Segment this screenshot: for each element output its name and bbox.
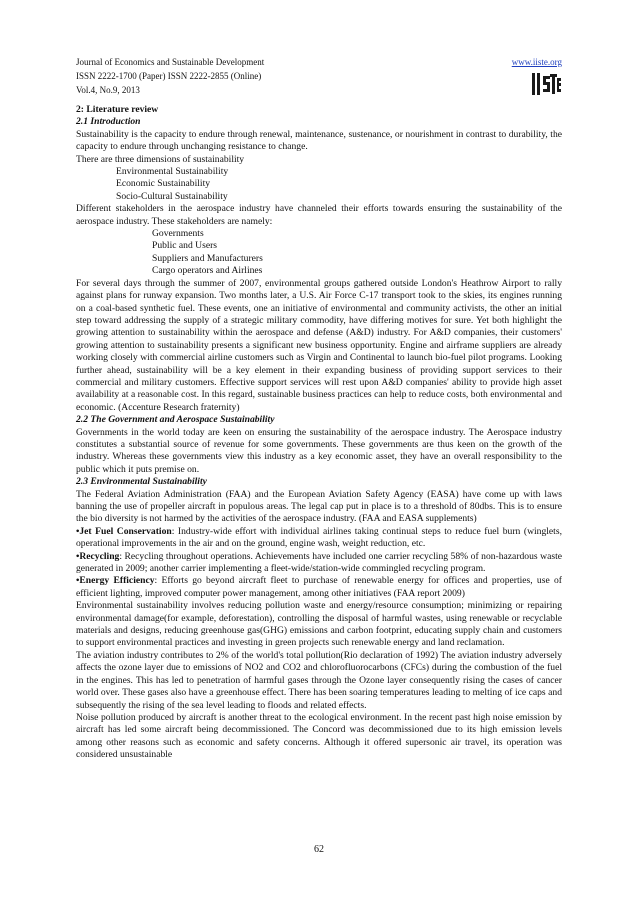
iiste-logo — [530, 70, 562, 98]
dimension-item: Socio-Cultural Sustainability — [116, 190, 228, 202]
section-heading: 2: Literature review — [76, 104, 159, 115]
paragraph-sustainability-definition: Sustainability is the capacity to endure through renewal, maintenance, sustenance, or nourishment in contrast to durability, the capacity to endure through unchanging resistance to change. — [76, 128, 562, 153]
bullet-text: : Recycling throughout operations. Achievements have included one carrier recycling 58% of non-hazardous waste generated in 2009; another carrier implementing a fleet-wide/station-wide commingled recycling program. — [76, 550, 562, 575]
article-body — [76, 104, 562, 762]
paragraph-aviation-pollution: The aviation industry contributes to 2% of the world's total pollution(Rio declaration of 1992) The aviation industry adversely affects the ozone layer due to emissions of NO2 and CO2 and chlorofluorocarbons (CFCs) during the combustion of the fuel in the engines. This has led to penetration of harmful gases through the Ozone layer consequently rising the cases of cancer world over. These gases also have a greenhouse effect. There has been soaring temperatures leading to melting of ice caps and subsequently the rising of the sea level leading to floods and related effects. — [76, 649, 562, 711]
page-header — [76, 55, 562, 97]
journal-name: Journal of Economics and Sustainable Development — [76, 57, 265, 67]
paragraph-government: Governments in the world today are keen on ensuring the sustainability of the aerospace industry. The Aerospace industry constitutes a substantial source of revenue for some governments. These governments are thus keen on the growth of the industry. Whereas these governments view this industry as a key economic asset, they have an overall responsibility to the public which it puts premise on. — [76, 426, 562, 475]
paragraph-stakeholders-intro: Different stakeholders in the aerospace industry have channeled their efforts towards ensuring the sustainability of the aerospace industry. These stakeholders are namely: — [76, 203, 562, 227]
dimension-item: Environmental Sustainability — [116, 166, 229, 178]
stakeholder-item: Cargo operators and Airlines — [152, 265, 263, 277]
subsection-heading-introduction: 2.1 Introduction — [76, 116, 141, 128]
bullet-label: •Recycling — [76, 550, 120, 562]
bullet-label: •Energy Efficiency — [76, 575, 155, 587]
subsection-heading-government: 2.2 The Government and Aerospace Sustainability — [76, 414, 275, 426]
stakeholder-item: Suppliers and Manufacturers — [152, 252, 263, 264]
paragraph-environmental-sustainability: Environmental sustainability involves reducing pollution waste and energy/resource consumption; minimizing or repairing environmental damage(for example, deforestation), controlling the disposal of harmful wastes, using renewable or recyclable materials and designs, reducing greenhouse gas(GHG) emissions and carbon footprint, educating supply chain and customers to support environmental practices and investing in green projects such renewable energy and land reclamation. — [76, 600, 562, 649]
bullet-recycling — [76, 551, 562, 576]
stakeholder-item: Public and Users — [152, 240, 218, 252]
dimension-item: Economic Sustainability — [116, 178, 211, 190]
bullet-label: •Jet Fuel Conservation — [76, 525, 172, 537]
bullet-text: : Industry-wide effort with individual airlines taking continual steps to reduce fuel burn (winglets, operational improvements in the air and on the ground, engine wash, weight reduction, etc. — [76, 525, 562, 550]
bullet-energy-efficiency — [76, 575, 562, 600]
paragraph-heathrow: For several days through the summer of 2007, environmental groups gathered outside London's Heathrow Airport to rally against plans for runway expansion. Two months later, a U.S. Air Force C-17 transport took to the skies, its engines running on a coal-based synthetic fuel. These events, one an initiative of environmental and community activists, the other an initial step toward addressing the supply of a strategic military commodity, have differing motives for sure. Yet both highlight the growing attention to sustainability within the aerospace and defense (A&D) industry. For A&D companies, their customers' growing attention to sustainability presents a significant new business opportunity. Engine and airframe suppliers are already working closely with commercial airline customers such as Virgin and Continental to launch bio-fuel pilot programs. Looking further ahead, sustainability will be a key element in their expanding business of providing support services to their commercial and military customers. Effective support services will rest upon A&D companies' ability to provide high asset availability at a reasonable cost. In this regard, sustainable business practices can help to reduce costs, both environmental and economic. (Accenture Research fraternity) — [76, 277, 562, 413]
paragraph-faa-easa: The Federal Aviation Administration (FAA) and the European Aviation Safety Agency (EASA) have come up with laws banning the use of propeller aircraft in populous areas. The legal cap put in place is to a threshold of 80dbs. This is to ensure the bio diversity is not harmed by the activities of the aerospace industry. (FAA and EASA supplements) — [76, 488, 562, 525]
journal-url-link[interactable]: www.iiste.org — [511, 57, 562, 67]
paragraph-dimensions-intro: There are three dimensions of sustainability — [76, 153, 245, 165]
bullet-jet-fuel — [76, 526, 562, 551]
issn-line: ISSN 2222-1700 (Paper) ISSN 2222-2855 (Online) — [76, 71, 262, 81]
bullet-text: : Efforts go beyond aircraft fleet to purchase of renewable energy for offices and properties, use of efficient lighting, improved computer power management, among other initiatives (FAA report 2009) — [76, 575, 562, 599]
stakeholder-item: Governments — [152, 228, 204, 240]
page-number: 62 — [314, 844, 324, 855]
subsection-heading-environmental: 2.3 Environmental Sustainability — [76, 476, 207, 488]
volume-line: Vol.4, No.9, 2013 — [76, 85, 140, 95]
paragraph-noise-pollution: Noise pollution produced by aircraft is another threat to the ecological environment. In the recent past high noise emission by aircraft has led some aircraft being decommissioned. The Concord was decommissioned due to its high emission levels among other reasons such as economic and safety concerns. Although it offered supersonic air travel, its operation was considered unsustainable — [76, 711, 562, 761]
